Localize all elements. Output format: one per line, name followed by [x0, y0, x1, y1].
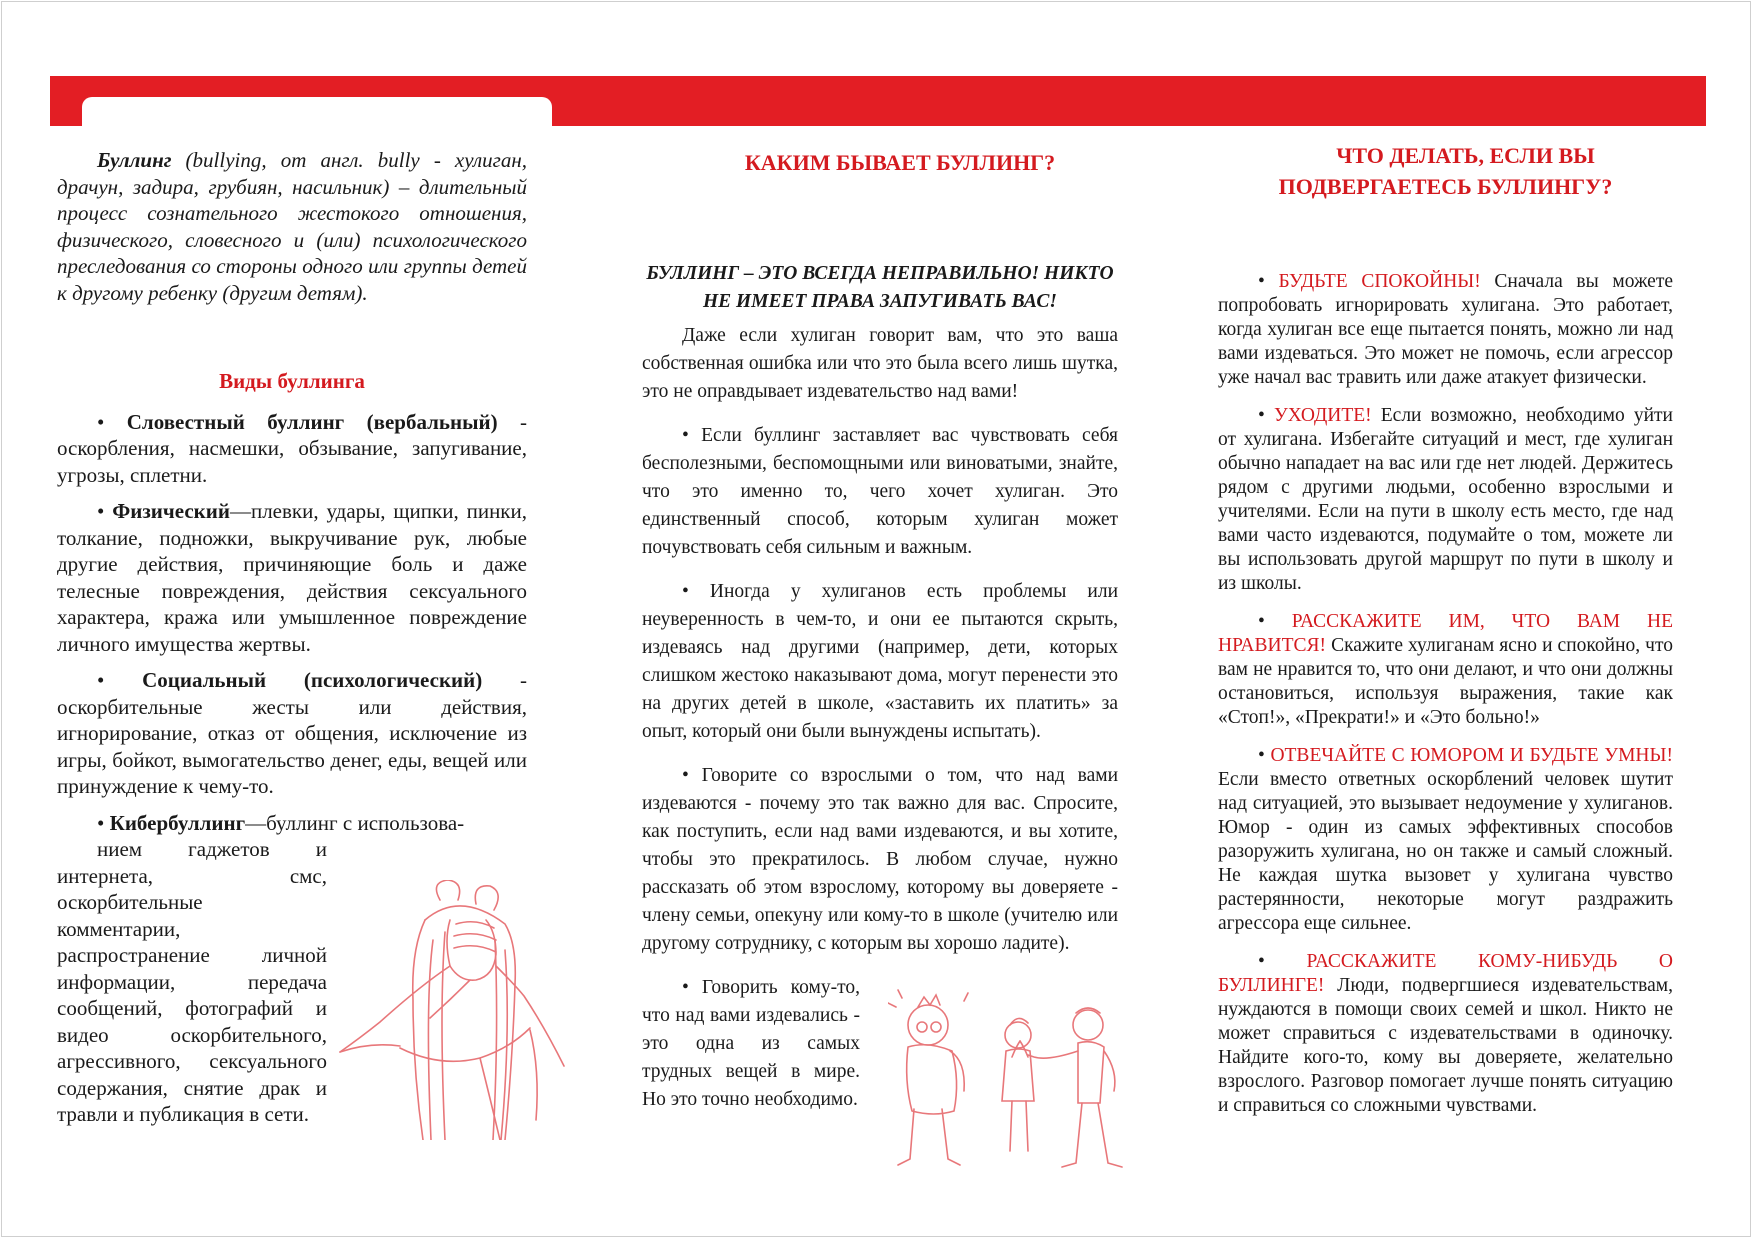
tip-tell-them: • РАССКАЖИТЕ ИМ, ЧТО ВАМ НЕ НРАВИТСЯ! Скажите хулиганам ясно и спокойно, что вам не нравится то, что они делают, и что они должны остановиться, используя выражения, такие как «Стоп!», «Прекрати!» и «Это больно!»	[1218, 611, 1674, 728]
type-text: - оскорбительные жесты или действия, игнорирование, отказ от общения, исключение из игры, бойкот, вымогательство денег, еды, вещей или принуждение к чему-то.	[57, 668, 527, 798]
type-text: —плевки, удары, щипки, пинки, толкание, подножки, выкручивание рук, любые другие действия, причиняющие боль и даже телесные повреждения, действия сексуального характера, кража или умышленное повреждение личного имущества жертвы.	[57, 499, 527, 656]
tip-stay-calm: • БУДЬТЕ СПОКОЙНЫ! Сначала вы можете попробовать игнорировать хулигана. Это работает, когда хулиган все еще пытается понять, можно ли над вами издеваться. Это может не помочь, если агрессор уже начал вас травить или даже атакует физически.	[1218, 271, 1674, 388]
section-heading-types: КАКИМ БЫВАЕТ БУЛЛИНГ?	[744, 150, 1056, 175]
paragraph: • Иногда у хулиганов есть проблемы или неуверенность в чем-то, и они ее пытаются скрыть, издеваясь над другими (например, дети, которых слишком жестоко наказывают дома, могут перенести это на других детей в школе, «заставить их платить» за опыт, который они были вынуждены испытать).	[642, 581, 1119, 742]
paragraph: Даже если хулиган говорит вам, что это ваша собственная ошибка или что это была всего лишь шутка, это не оправдывает издевательство над вами!	[642, 325, 1118, 402]
paragraph: • Говорить кому-то, что над вами издевались - это одна из самых трудных вещей в мире. Но это точно необходимо.	[642, 977, 860, 1110]
cyber-first-line: • Кибербуллинг—буллинг с использова-	[97, 810, 465, 835]
definition-text: (bullying, от англ. bully - хулиган, драчун, задира, грубиян, насильник) – длительный процесс сознательного жестокого отношения, физического, словесного и (или) психологического преследования со стороны одного или группы детей к другому ребенку (другим детям).	[57, 148, 527, 305]
tip-walk-away: • УХОДИТЕ! Если возможно, необходимо уйти от хулигана. Избегайте ситуаций и мест, где хулиган обычно нападает на вас или где нет людей. Держитесь рядом с другими людьми, особенно взрослыми и учителями. Если на пути в школу есть место, где над вами часто издеваются, подумайте о том, можете ли вы использовать другой маршрут по пути в школу и из школы.	[1218, 405, 1673, 594]
types-heading: Виды буллинга	[219, 369, 365, 393]
tip-title: РАССКАЖИТЕ ИМ, ЧТО ВАМ НЕ НРАВИТСЯ!	[1218, 611, 1674, 656]
section-heading-advice: ЧТО ДЕЛАТЬ, ЕСЛИ ВЫ ПОДВЕРГАЕТЕСЬ БУЛЛИНГУ?	[1278, 143, 1613, 199]
tip-text: Сначала вы можете попробовать игнорировать хулигана. Это работает, когда хулиган все еще пытается понять, можно ли над вами издеваться. Это может не помочь, если агрессор уже начал вас травить или даже атакует физически.	[1218, 271, 1674, 388]
tip-text: Если вместо ответных оскорблений человек шутит над ситуацией, это вызывает недоумение у хулиганов. Юмор - один из самых эффективных способов разоружить хулигана, но он также и самый сложный. Не каждая шутка вызовет у хулигана чувство растерянности, некоторые могут раздражить агрессора еще сильнее.	[1218, 769, 1673, 934]
type-text: —буллинг с использова-	[245, 810, 465, 835]
column-types	[642, 148, 1118, 1130]
tip-text: Скажите хулиганам ясно и спокойно, что вам не нравится то, что они делают, и что они должны остановиться, используя выражения, такие как «Стоп!», «Прекрати!» и «Это больно!»	[1218, 635, 1673, 728]
tip-humor: • ОТВЕЧАЙТЕ С ЮМОРОМ И БУДЬТЕ УМНЫ! Если вместо ответных оскорблений человек шутит над ситуацией, это вызывает недоумение у хулиганов. Юмор - один из самых эффективных способов разоружить хулигана, но он также и самый сложный. Не каждая шутка вызовет у хулигана чувство растерянности, некоторые могут раздражить агрессора еще сильнее.	[1218, 745, 1674, 934]
children-bullying-illustration	[888, 985, 1148, 1185]
girl-covering-face-illustration	[330, 880, 570, 1140]
type-term: Физический	[112, 499, 230, 523]
type-term: Социальный (психологический)	[142, 668, 483, 692]
lead-statement: БУЛЛИНГ – ЭТО ВСЕГДА НЕПРАВИЛЬНО! НИКТО НЕ ИМЕЕТ ПРАВА ЗАПУГИВАТЬ ВАС!	[646, 263, 1114, 312]
column-advice	[1218, 140, 1673, 1132]
cyber-text: нием гаджетов и интернета, смс, оскорбительные комментарии, распространение личной информации, передача сообщений, фотографий и видео оскорбительного, агрессивного, сексуального содержания, снятие драк и травли и публикация в сети.	[57, 837, 327, 1126]
type-text: - оскорбления, насмешки, обзывание, запугивание, угрозы, сплетни.	[57, 409, 528, 487]
type-physical: • Физический—плевки, удары, щипки, пинки, толкание, подножки, выкручивание рук, любые другие действия, причиняющие боль и даже телесные повреждения, действия сексуального характера, кража или умышленное повреждение личного имущества жертвы.	[57, 499, 527, 656]
definition-term: Буллинг	[97, 148, 172, 172]
definition-paragraph	[57, 147, 527, 306]
tip-title: УХОДИТЕ!	[1273, 405, 1372, 426]
tip-text: Если возможно, необходимо уйти от хулигана. Избегайте ситуаций и мест, где хулиган обычно нападает на вас или где нет людей. Держитесь рядом с другими людьми, особенно взрослыми и учителями. Если на пути в школу есть место, где над вами часто издеваются, подумайте о том, можете ли вы использовать другой маршрут по пути в школу и из школы.	[1218, 405, 1673, 594]
type-term: Словестный буллинг (вербальный)	[126, 409, 498, 434]
type-social: • Социальный (психологический) - оскорбительные жесты или действия, игнорирование, отказ от общения, исключение из игры, бойкот, вымогательство денег, еды, вещей или принуждение к чему-то.	[57, 668, 527, 798]
tip-title: БУДЬТЕ СПОКОЙНЫ!	[1278, 271, 1481, 292]
paragraph: • Если буллинг заставляет вас чувствовать себя бесполезными, беспомощными или виноватыми, знайте, что это именно то, чего хочет хулиган. Это единственный способ, которым хулиган может почувствовать себя сильным и важным.	[642, 425, 1118, 558]
tip-tell-someone: • РАССКАЖИТЕ КОМУ-НИБУДЬ О БУЛЛИНГЕ! Люди, подвергшиеся издевательствам, нуждаются в помощи своих семей и школ. Никто не может справиться с издевательствами в одиночку. Найдите кого-то, кому вы доверяете, желательно взрослого. Разговор помогает лучше понять ситуацию и справиться со сложными чувствами.	[1218, 951, 1674, 1116]
header-tab	[82, 97, 552, 137]
type-term: Кибербуллинг	[109, 810, 246, 835]
tip-title: РАССКАЖИТЕ КОМУ-НИБУДЬ О БУЛЛИНГЕ!	[1218, 951, 1674, 996]
paragraph: • Говорите со взрослыми о том, что над вами издеваются - почему это так важно для вас. Спросите, как поступить, если над вами издеваются, и вы хотите, чтобы это прекратилось. В любом случае, нужно рассказать об этом взрослому, которому вы доверяете - члену семьи, опекуну или кому-то в школе (учителю или другому сотруднику, с которым вы хорошо ладите).	[642, 765, 1119, 954]
tip-title: ОТВЕЧАЙТЕ С ЮМОРОМ И БУДЬТЕ УМНЫ!	[1270, 745, 1674, 766]
tip-text: Люди, подвергшиеся издевательствам, нуждаются в помощи своих семей и школ. Никто не может справиться с издевательствами в одиночку. Найдите кого-то, кому вы доверяете, желательно взрослого. Разговор помогает лучше понять ситуацию и справиться со сложными чувствами.	[1218, 975, 1673, 1116]
type-verbal: • Словестный буллинг (вербальный) - оскорбления, насмешки, обзывание, запугивание, угрозы, сплетни.	[57, 409, 528, 487]
